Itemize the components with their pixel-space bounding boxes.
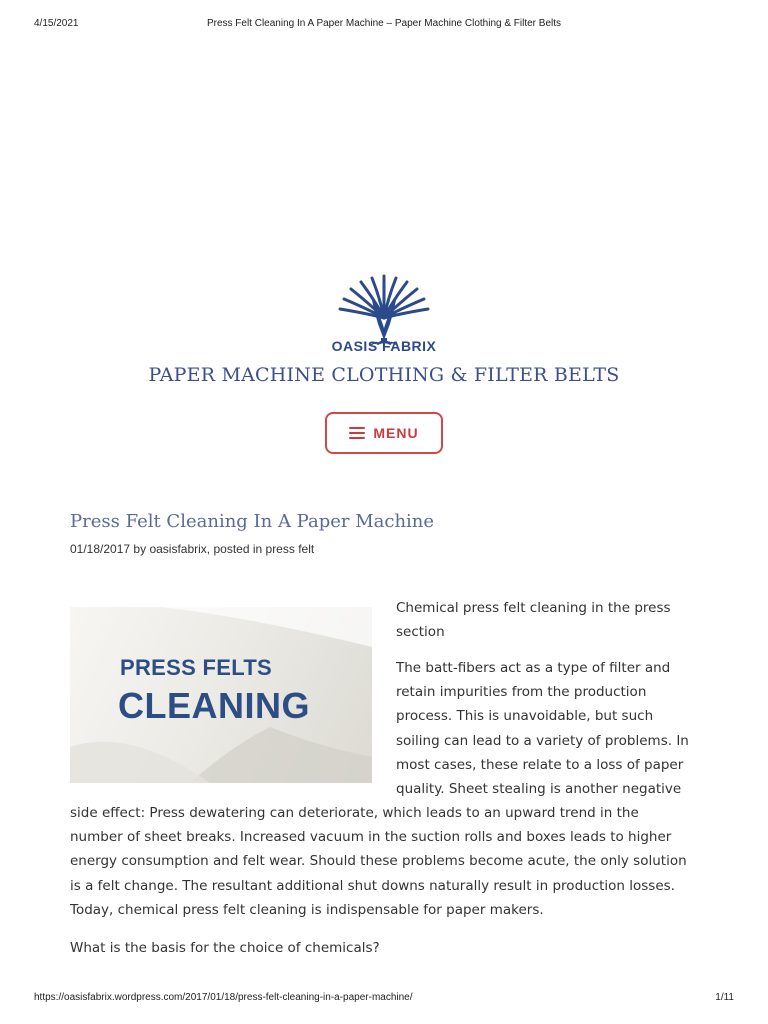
- paragraph-line: The batt-fibers act as a type of filter and: [396, 660, 671, 676]
- post-meta: [70, 542, 314, 556]
- post-title[interactable]: Press Felt Cleaning In A Paper Machine: [70, 511, 435, 532]
- menu-label: MENU: [373, 425, 419, 441]
- post-author-link[interactable]: oasisfabrix: [149, 542, 207, 556]
- paragraph-line: number of sheet breaks. Increased vacuum in the suction rolls and boxes leads to higher: [70, 829, 672, 846]
- body-paragraph-narrow: [396, 656, 696, 801]
- paragraph-line: is a felt change. The resultant additional shut downs naturally result in production losses.: [70, 877, 675, 894]
- menu-button[interactable]: [325, 412, 443, 454]
- print-footer: [0, 992, 768, 1006]
- body-paragraph-wide: [70, 801, 700, 922]
- hamburger-menu-icon: [349, 427, 365, 439]
- paragraph-line: energy consumption and felt wear. Should these problems become acute, the only solution: [70, 853, 687, 870]
- paragraph-line: Today, chemical press felt cleaning is indispensable for paper makers.: [70, 901, 544, 918]
- paragraph-line: side effect: Press dewatering can deteriorate, which leads to an upward trend in the: [70, 805, 639, 821]
- intro-paragraph: Chemical press felt cleaning in the press section: [396, 600, 671, 641]
- post-posted-in-label: , posted in: [206, 542, 263, 556]
- print-document-title: Press Felt Cleaning In A Paper Machine – Paper Machine Clothing & Filter Belts: [206, 18, 562, 29]
- paragraph-line: most cases, these relate to a loss of paper: [396, 756, 684, 773]
- press-felts-cleaning-image: [70, 607, 372, 783]
- post-date-link[interactable]: 01/18/2017: [70, 542, 131, 556]
- paragraph-line: soiling can lead to a variety of problems. In: [396, 732, 689, 749]
- paragraph-line: quality. Sheet stealing is another negative: [396, 781, 682, 798]
- print-page-number: 1/11: [715, 992, 734, 1003]
- site-title[interactable]: PAPER MACHINE CLOTHING & FILTER BELTS: [148, 364, 620, 386]
- print-date: 4/15/2021: [34, 18, 79, 29]
- image-text-cleaning: CLEANING: [118, 685, 310, 726]
- image-text-press-felts: PRESS FELTS: [120, 655, 273, 680]
- post-category-link[interactable]: press felt: [265, 542, 315, 556]
- question-paragraph: What is the basis for the choice of chemicals?: [70, 940, 380, 956]
- paragraph-line: retain impurities from the production: [396, 684, 647, 701]
- print-header: [0, 18, 768, 32]
- logo-wordmark: OASIS FABRIX: [331, 338, 437, 354]
- print-url: https://oasisfabrix.wordpress.com/2017/01/18/press-felt-cleaning-in-a-paper-machine/: [34, 992, 413, 1003]
- post-by-label: by: [133, 542, 147, 556]
- paragraph-line: process. This is unavoidable, but such: [396, 708, 654, 725]
